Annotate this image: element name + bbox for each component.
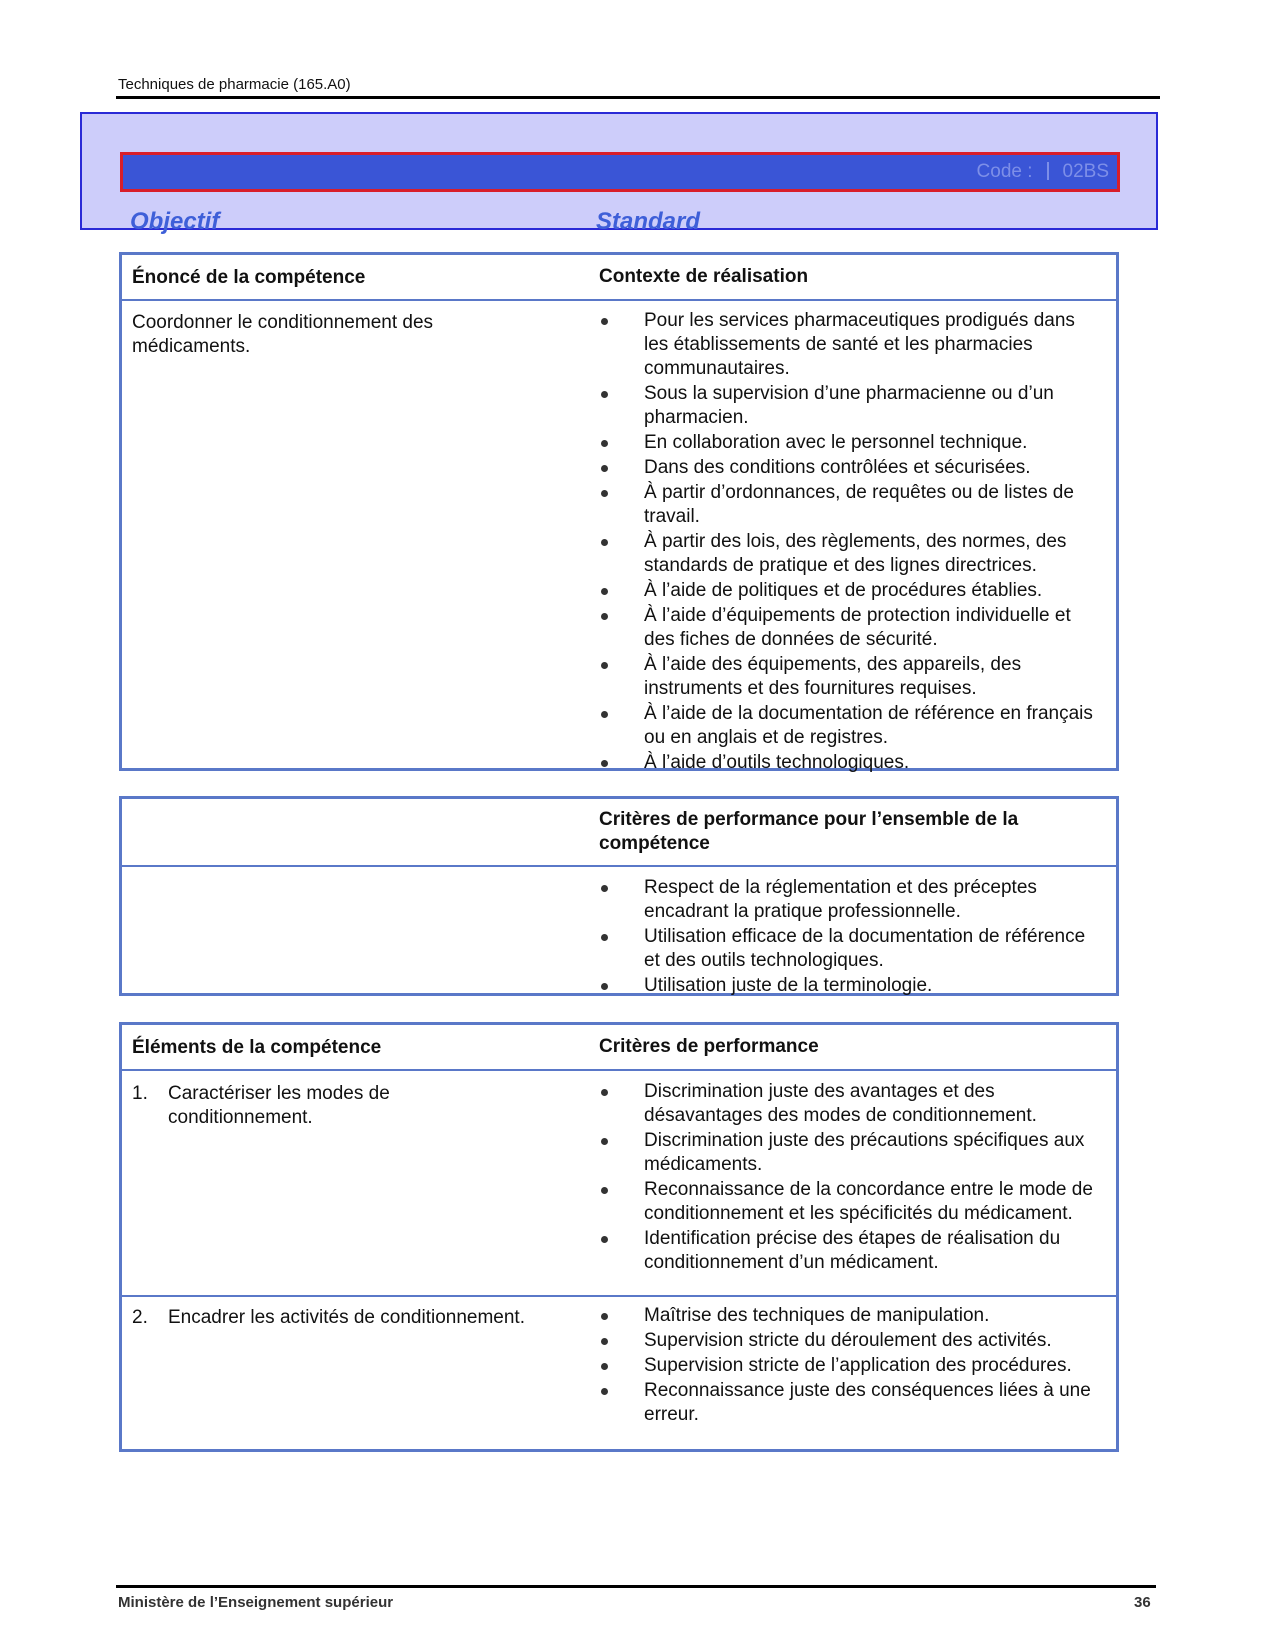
element-text: Encadrer les activités de conditionnement. <box>168 1307 525 1328</box>
global-criteria-table <box>119 796 1119 996</box>
list-item: Discrimination juste des avantages et des désavantages des modes de conditionnement. <box>599 1080 1099 1128</box>
running-header: Techniques de pharmacie (165.A0) <box>118 76 351 93</box>
element-text: Caractériser les modes de conditionnement. <box>168 1083 390 1128</box>
list-item: À l’aide d’outils technologiques. <box>599 751 1099 775</box>
list-item: Supervision stricte du déroulement des activités. <box>599 1329 1099 1353</box>
code-value: 02BS <box>1062 161 1109 182</box>
element-number: 2. <box>132 1307 148 1328</box>
criteria-list <box>599 1080 1099 1276</box>
list-item: À partir des lois, des règlements, des normes, des standards de pratique et des lignes directrices. <box>599 530 1099 578</box>
list-item: Maîtrise des techniques de manipulation. <box>599 1304 1099 1328</box>
list-item: Reconnaissance de la concordance entre le mode de conditionnement et les spécificités du médicament. <box>599 1178 1099 1226</box>
list-item: Discrimination juste des précautions spécifiques aux médicaments. <box>599 1129 1099 1177</box>
global-criteria-list <box>599 876 1099 999</box>
code-separator <box>1047 162 1049 180</box>
table-row <box>122 1071 1116 1295</box>
context-list <box>599 309 1099 776</box>
list-item: En collaboration avec le personnel technique. <box>599 431 1099 455</box>
list-item: Supervision stricte de l’application des procédures. <box>599 1354 1099 1378</box>
list-item: Reconnaissance juste des conséquences liées à une erreur. <box>599 1379 1099 1427</box>
code-label: Code : <box>976 161 1033 182</box>
footer-rule <box>116 1585 1156 1588</box>
list-item: Respect de la réglementation et des préceptes encadrant la pratique professionnelle. <box>599 876 1099 924</box>
statement-header: Énoncé de la compétence <box>132 267 366 288</box>
criteria-list <box>599 1304 1099 1428</box>
list-item: À l’aide de la documentation de référence en français ou en anglais et de registres. <box>599 702 1099 750</box>
standard-title: Standard <box>596 208 701 235</box>
list-item: À l’aide d’équipements de protection individuelle et des fiches de données de sécurité. <box>599 604 1099 652</box>
criteria-header: Critères de performance <box>599 1036 819 1057</box>
global-criteria-header: Critères de performance pour l’ensemble de la compétence <box>599 809 1019 854</box>
element-number: 1. <box>132 1083 148 1104</box>
list-item: Identification précise des étapes de réalisation du conditionnement d’un médicament. <box>599 1227 1099 1275</box>
list-item: À partir d’ordonnances, de requêtes ou de listes de travail. <box>599 481 1099 529</box>
competence-context-table <box>119 252 1119 771</box>
table-row <box>122 867 1116 996</box>
table-header <box>122 799 1116 867</box>
elements-header: Éléments de la compétence <box>132 1037 382 1058</box>
list-item: Pour les services pharmaceutiques prodigués dans les établissements de santé et les pharmacies communautaires. <box>599 309 1099 381</box>
list-item: Utilisation efficace de la documentation de référence et des outils technologiques. <box>599 925 1099 973</box>
objectif-title: Objectif <box>130 208 220 235</box>
list-item: Utilisation juste de la terminologie. <box>599 974 1099 998</box>
list-item: Sous la supervision d’une pharmacienne ou d’un pharmacien. <box>599 382 1099 430</box>
code-text <box>977 161 1109 183</box>
elements-criteria-table <box>119 1022 1119 1452</box>
header-rule <box>116 96 1160 99</box>
page-number: 36 <box>1134 1594 1151 1611</box>
list-item: À l’aide de politiques et de procédures établies. <box>599 579 1099 603</box>
competence-statement: Coordonner le conditionnement des médicaments. <box>132 312 434 357</box>
footer-ministry: Ministère de l’Enseignement supérieur <box>118 1594 394 1611</box>
context-header: Contexte de réalisation <box>599 266 809 287</box>
table-row <box>122 1295 1116 1450</box>
code-bar <box>120 152 1120 192</box>
table-header <box>122 1025 1116 1071</box>
table-row <box>122 301 1116 773</box>
list-item: Dans des conditions contrôlées et sécurisées. <box>599 456 1099 480</box>
table-header <box>122 255 1116 301</box>
list-item: À l’aide des équipements, des appareils, des instruments et des fournitures requises. <box>599 653 1099 701</box>
